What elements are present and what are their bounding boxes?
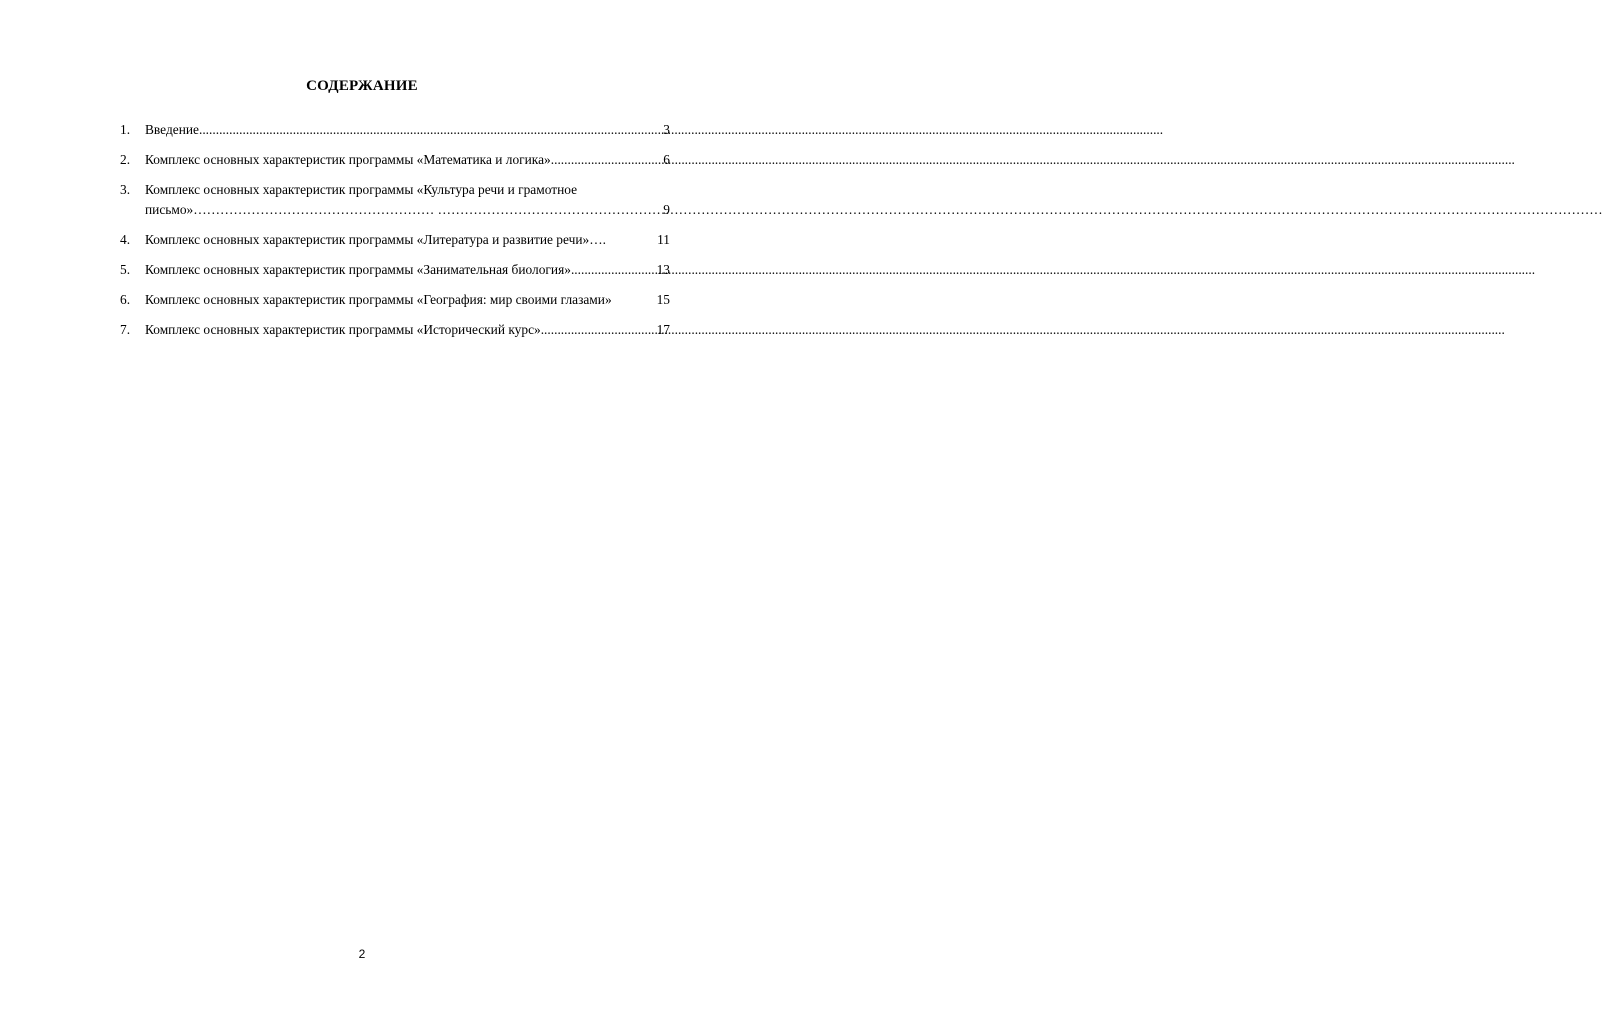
toc-item-page: 9 xyxy=(663,202,670,217)
toc-item-number: 7. xyxy=(120,322,131,337)
toc-item-number: 3. xyxy=(120,182,131,197)
toc-item[interactable] xyxy=(120,180,670,220)
toc-leader-dots xyxy=(571,260,657,280)
toc-item[interactable] xyxy=(120,290,670,310)
toc-item-number: 2. xyxy=(120,152,131,167)
toc-title: СОДЕРЖАНИЕ xyxy=(306,78,418,94)
toc-item-page: 15 xyxy=(656,292,670,307)
toc-item-line xyxy=(145,120,670,140)
toc-item[interactable] xyxy=(120,230,670,250)
toc-item[interactable] xyxy=(120,260,670,280)
toc-leader-dots xyxy=(585,200,663,220)
page-number: 2 xyxy=(358,947,366,961)
toc-leader-dots xyxy=(199,120,663,140)
toc-item-line xyxy=(145,260,670,280)
toc-item-page: 6 xyxy=(663,152,670,167)
toc-item-page: 17 xyxy=(656,322,670,337)
document-page xyxy=(0,0,724,1024)
toc-item-title: Комплекс основных характеристик программы «География: мир своими глазами» xyxy=(145,292,612,307)
toc-item-line xyxy=(145,320,670,340)
toc-item-page: 3 xyxy=(663,122,670,137)
toc-item[interactable] xyxy=(120,150,670,170)
toc-item-title-line2: письмо»……………………………………………… …………………………… xyxy=(145,202,585,217)
toc-item-line xyxy=(145,230,670,250)
toc-leader-dots xyxy=(551,150,664,170)
toc-item-title-line1: Комплекс основных характеристик программы «Культура речи и грамотное xyxy=(145,182,578,197)
toc-item-title: Комплекс основных характеристик программы «Математика и логика» xyxy=(145,152,551,167)
table-of-contents xyxy=(120,120,670,350)
toc-item-number: 4. xyxy=(120,232,131,247)
toc-item-line xyxy=(145,200,670,220)
toc-item-number: 1. xyxy=(120,122,131,137)
toc-item[interactable] xyxy=(120,320,670,340)
toc-item-title: Комплекс основных характеристик программы «Занимательная биология» xyxy=(145,262,571,277)
toc-item-title: Комплекс основных характеристик программы «Исторический курс» xyxy=(145,322,541,337)
toc-item-number: 6. xyxy=(120,292,131,307)
toc-item-title: Введение xyxy=(145,122,199,137)
toc-leader-dots xyxy=(541,320,657,340)
toc-item[interactable] xyxy=(120,120,670,140)
toc-item-number: 5. xyxy=(120,262,131,277)
toc-item-title: Комплекс основных характеристик программы «Литература и развитие речи»…. xyxy=(145,232,606,247)
toc-item-page: 13 xyxy=(656,262,670,277)
toc-item-line xyxy=(145,150,670,170)
toc-item-line xyxy=(145,290,670,310)
toc-item-page: 11 xyxy=(657,232,670,247)
